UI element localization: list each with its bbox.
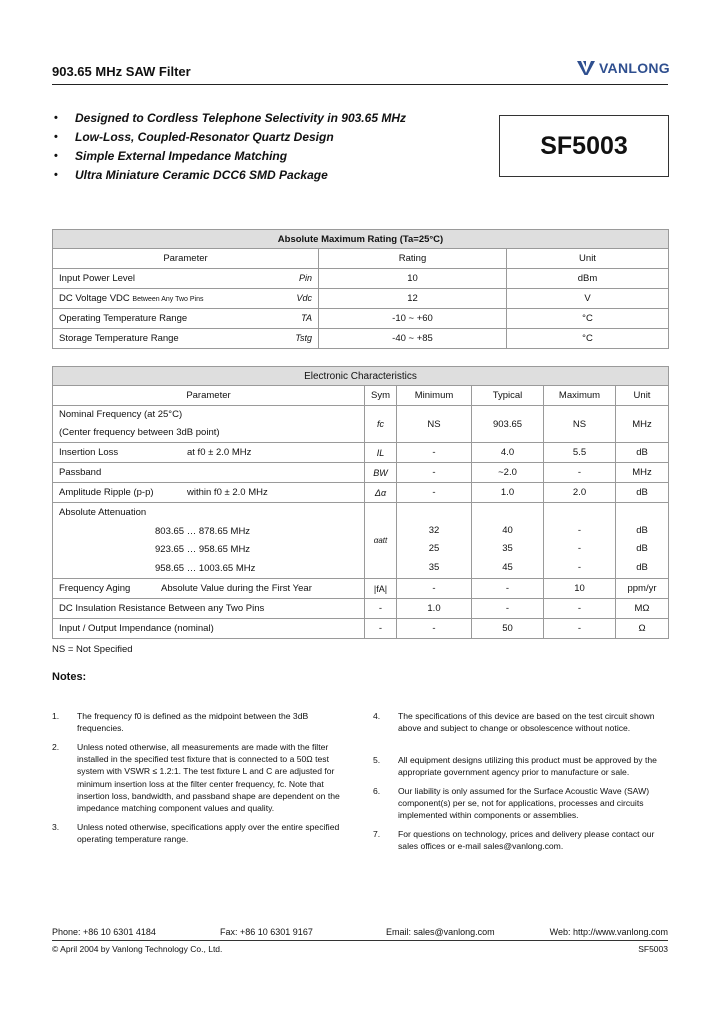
note-number: 4. xyxy=(373,711,381,721)
table-row xyxy=(53,599,669,619)
col-header: Parameter xyxy=(53,386,365,406)
col-header: Parameter xyxy=(53,249,319,269)
unit-value: °C xyxy=(507,329,669,349)
table-row xyxy=(53,289,669,309)
min-value: NS xyxy=(397,406,472,443)
feature-item: • Ultra Miniature Ceramic DCC6 SMD Package xyxy=(54,166,406,185)
logo-text: VANLONG xyxy=(598,60,670,76)
param-condition: within f0 ± 2.0 MHz xyxy=(187,487,268,498)
param-label: Input Power Level xyxy=(59,273,136,284)
part-number: SF5003 xyxy=(540,131,628,160)
table-row xyxy=(53,503,669,579)
typ-value: 50 xyxy=(472,619,544,639)
col-header: Typical xyxy=(472,386,544,406)
note-text: Our liability is only assumed for the Surface Acoustic Wave (SAW) component(s) per se, not for applications, processes and circuits implemented within components or assemblies. xyxy=(398,786,650,821)
feature-item: • Designed to Cordless Telephone Selectivity in 903.65 MHz xyxy=(54,109,406,128)
note-number: 7. xyxy=(373,829,381,839)
typ-value: - xyxy=(472,579,544,599)
typ-value: 1.0 xyxy=(472,483,544,503)
unit-value: ppm/yr xyxy=(616,579,669,599)
page-title: 903.65 MHz SAW Filter xyxy=(52,64,191,79)
max-value: - xyxy=(577,543,582,555)
typ-value: ~2.0 xyxy=(472,463,544,483)
param-symbol: Pin xyxy=(298,273,312,283)
typ-value: 45 xyxy=(502,561,513,573)
param-label: Absolute Attenuation xyxy=(59,507,147,518)
min-value: 32 xyxy=(428,524,440,536)
min-value: - xyxy=(397,619,472,639)
min-value: - xyxy=(397,443,472,463)
param-sublabel: (Center frequency between 3dB point) xyxy=(59,427,220,438)
unit-value: dB xyxy=(616,483,669,503)
max-value: - xyxy=(544,599,616,619)
note-number: 2. xyxy=(52,742,60,752)
unit-value: dB xyxy=(636,524,648,536)
note-item xyxy=(52,710,347,734)
rating-value: 10 xyxy=(319,269,507,289)
table-row xyxy=(53,463,669,483)
param-condition: at f0 ± 2.0 MHz xyxy=(187,447,252,458)
note-item xyxy=(52,741,347,814)
rating-value: -10 ~ +60 xyxy=(319,309,507,329)
param-symbol: TA xyxy=(301,313,312,323)
max-value: 10 xyxy=(544,579,616,599)
max-value: - xyxy=(544,463,616,483)
elec-char-table xyxy=(52,366,669,639)
param-label: Frequency Aging xyxy=(59,583,131,594)
param-label: Passband xyxy=(53,463,365,483)
unit-value: dB xyxy=(636,543,648,555)
note-item xyxy=(373,754,668,778)
elec-caption: Electronic Characteristics xyxy=(53,367,669,386)
param-label: DC Insulation Resistance Between any Two Pins xyxy=(53,599,365,619)
abs-max-table xyxy=(52,229,669,349)
note-text: The specifications of this device are based on the test circuit shown above and subject to change or obsolescence without notice. xyxy=(398,711,655,734)
max-value: 5.5 xyxy=(544,443,616,463)
min-value: - xyxy=(397,579,472,599)
param-label: Operating Temperature Range xyxy=(59,313,188,324)
param-label: Nominal Frequency (at 25°C) xyxy=(59,409,183,420)
max-value: - xyxy=(577,561,582,573)
min-value: 35 xyxy=(428,561,440,573)
vanlong-logo-icon xyxy=(576,60,596,76)
col-header: Minimum xyxy=(397,386,472,406)
min-value: 1.0 xyxy=(397,599,472,619)
note-text: For questions on technology, prices and delivery please contact our sales offices or e-mail sales@vanlong.com. xyxy=(398,829,655,852)
table-row xyxy=(53,406,669,443)
note-item xyxy=(373,828,668,852)
table-row xyxy=(53,309,669,329)
footer-fax: Fax: +86 10 6301 9167 xyxy=(220,927,313,937)
param-label: DC Voltage VDC xyxy=(59,293,130,304)
param-condition: Absolute Value during the First Year xyxy=(161,583,312,594)
param-symbol: αatt xyxy=(365,503,397,579)
footer-web[interactable]: Web: http://www.vanlong.com xyxy=(549,927,668,937)
table-row xyxy=(53,619,669,639)
unit-value: °C xyxy=(507,309,669,329)
unit-value: V xyxy=(507,289,669,309)
col-header: Rating xyxy=(319,249,507,269)
table-row xyxy=(53,483,669,503)
abs-max-caption: Absolute Maximum Rating (Ta=25°C) xyxy=(53,230,669,249)
unit-value: dBm xyxy=(507,269,669,289)
min-value: - xyxy=(397,483,472,503)
unit-value: dB xyxy=(636,561,648,573)
unit-value: MHz xyxy=(616,463,669,483)
param-symbol: - xyxy=(365,619,397,639)
note-item xyxy=(373,785,668,822)
col-header: Unit xyxy=(616,386,669,406)
note-text: Unless noted otherwise, all measurements are made with the filter installed in the specified test fixture that is connected to a 50Ω test system with VSWR ≤ 1.2:1. The test fixture L and C are adjusted for minimum insertion loss at the filter center frequency, fc. Note that insertion loss, bandwidth, and passband shape are dependent on the impedance matching component values and quality. xyxy=(77,742,340,814)
unit-value: MHz xyxy=(616,406,669,443)
footer-copyright: © April 2004 by Vanlong Technology Co., Ltd. xyxy=(52,944,223,954)
note-number: 6. xyxy=(373,786,381,796)
table-row xyxy=(53,329,669,349)
atten-range: 958.65 … 1003.65 MHz xyxy=(155,562,256,574)
note-text: Unless noted otherwise, specifications apply over the entire specified operating temperature range. xyxy=(77,822,340,845)
col-header: Sym xyxy=(365,386,397,406)
typ-value: - xyxy=(472,599,544,619)
feature-item: • Simple External Impedance Matching xyxy=(54,147,406,166)
part-number-box xyxy=(499,115,669,177)
rating-value: 12 xyxy=(319,289,507,309)
param-symbol: |fA| xyxy=(365,579,397,599)
rating-value: -40 ~ +85 xyxy=(319,329,507,349)
note-number: 1. xyxy=(52,711,60,721)
typ-value: 35 xyxy=(502,543,513,555)
footer-divider xyxy=(52,940,668,941)
table-row xyxy=(53,579,669,599)
note-number: 3. xyxy=(52,822,60,832)
param-symbol: fc xyxy=(365,406,397,443)
param-label: Storage Temperature Range xyxy=(59,333,179,344)
param-symbol: BW xyxy=(365,463,397,483)
note-number: 5. xyxy=(373,755,381,765)
min-value: 25 xyxy=(428,543,440,555)
footer-doc-id: SF5003 xyxy=(638,944,668,954)
param-symbol: Δα xyxy=(365,483,397,503)
unit-value: Ω xyxy=(616,619,669,639)
header-divider xyxy=(52,84,668,85)
param-symbol: Tstg xyxy=(295,333,312,343)
atten-range: 803.65 … 878.65 MHz xyxy=(155,525,251,537)
param-label: Insertion Loss xyxy=(59,447,119,458)
param-label: Amplitude Ripple (p-p) xyxy=(59,487,154,498)
max-value: NS xyxy=(544,406,616,443)
vanlong-logo xyxy=(576,60,670,76)
feature-list xyxy=(54,109,406,185)
notes-heading: Notes: xyxy=(52,671,87,683)
typ-value: 40 xyxy=(502,524,513,536)
typ-value: 4.0 xyxy=(472,443,544,463)
footer-phone: Phone: +86 10 6301 4184 xyxy=(52,927,156,937)
max-value: 2.0 xyxy=(544,483,616,503)
note-item xyxy=(52,821,347,845)
max-value: - xyxy=(544,619,616,639)
atten-range: 923.65 … 958.65 MHz xyxy=(155,544,251,555)
param-note: Between Any Two Pins xyxy=(132,296,204,303)
note-item xyxy=(373,710,668,734)
typ-value: 903.65 xyxy=(472,406,544,443)
param-label: Input / Output Impendance (nominal) xyxy=(53,619,365,639)
unit-value: dB xyxy=(616,443,669,463)
note-text: The frequency f0 is defined as the midpoint between the 3dB frequencies. xyxy=(77,711,309,734)
max-value: - xyxy=(577,524,582,536)
min-value: - xyxy=(397,463,472,483)
table-row xyxy=(53,443,669,463)
table-row xyxy=(53,269,669,289)
footer-email[interactable]: Email: sales@vanlong.com xyxy=(386,927,495,937)
param-symbol: IL xyxy=(365,443,397,463)
ns-footnote: NS = Not Specified xyxy=(52,644,133,655)
unit-value: MΩ xyxy=(616,599,669,619)
param-symbol: - xyxy=(365,599,397,619)
col-header: Unit xyxy=(507,249,669,269)
feature-item: • Low-Loss, Coupled-Resonator Quartz Design xyxy=(54,128,406,147)
note-text: All equipment designs utilizing this product must be approved by the appropriate government agency prior to manufacture or sale. xyxy=(398,755,657,778)
col-header: Maximum xyxy=(544,386,616,406)
param-symbol: Vdc xyxy=(296,293,312,303)
